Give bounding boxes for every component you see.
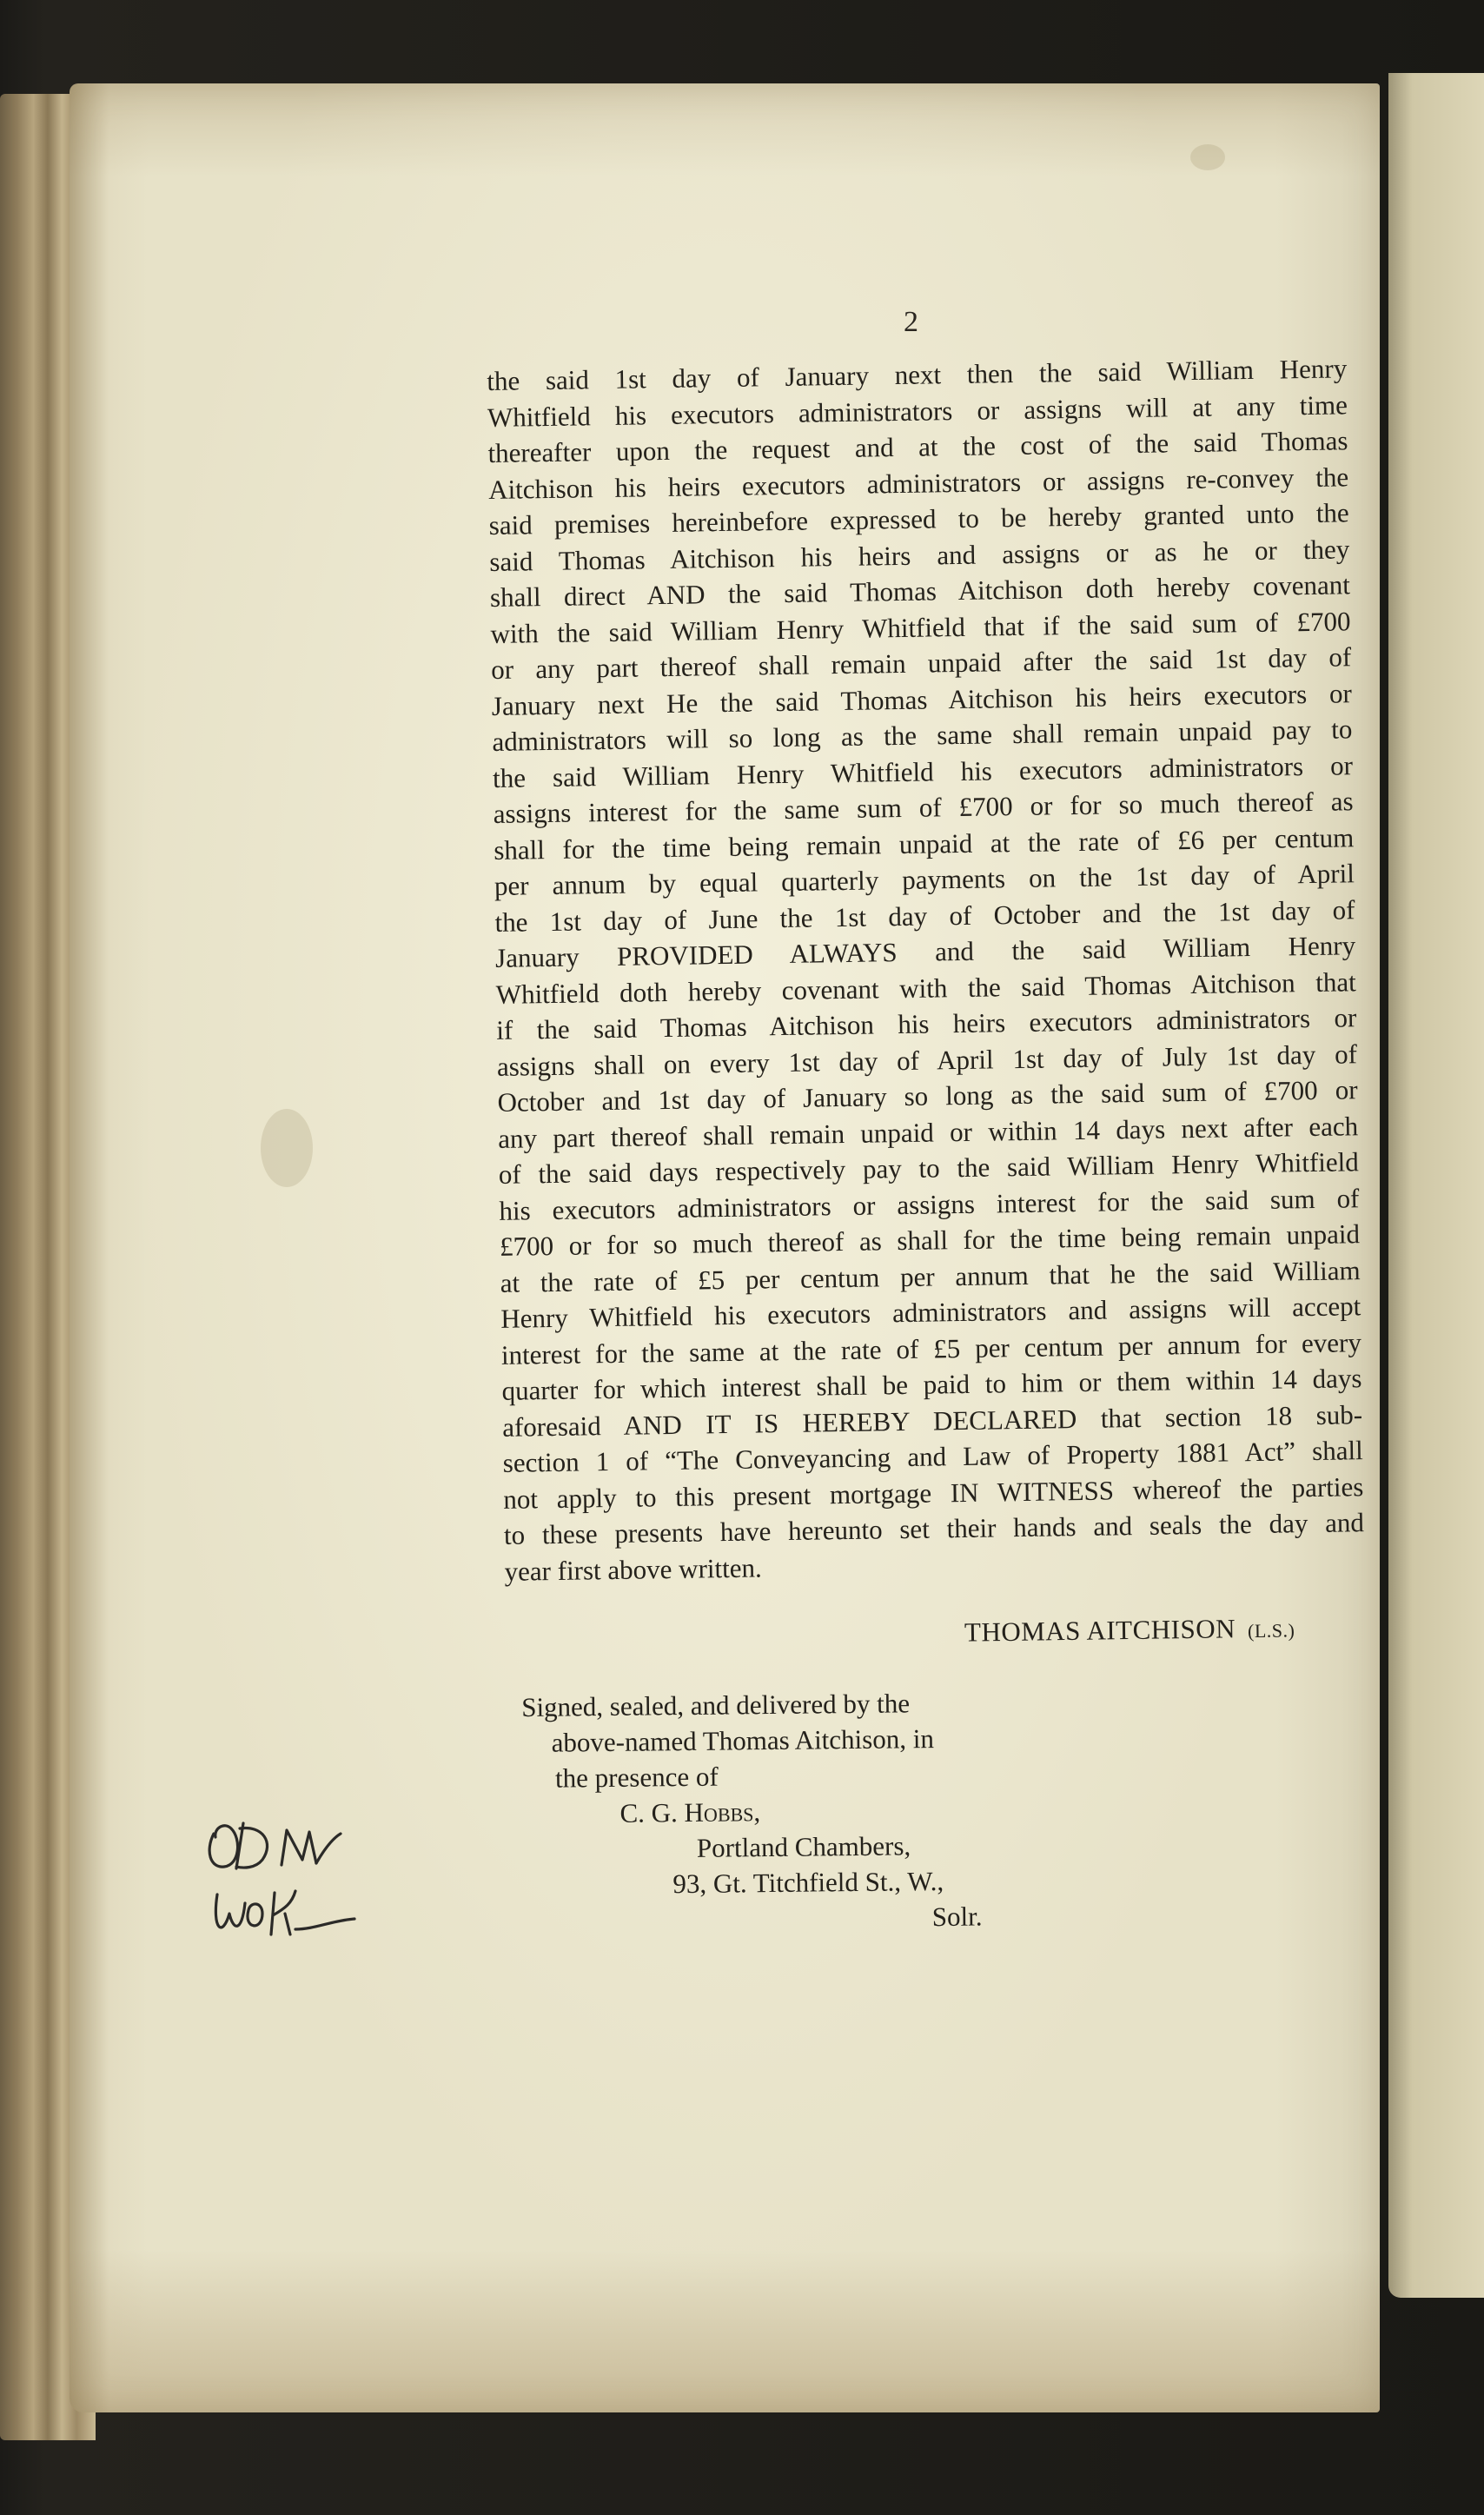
witness-name: C. G. Hobbs,	[619, 1796, 761, 1828]
body-text-line: interest for the same at the rate of £5 per centum per annum for every	[500, 1326, 1362, 1370]
page-number: 2	[904, 306, 918, 338]
page-stain	[261, 1109, 313, 1187]
body-text-line: or any part thereof shall remain unpaid after the said 1st day of	[490, 641, 1352, 685]
body-text-line: the said William Henry Whitfield his executors administrators or	[492, 749, 1354, 793]
body-text-line: if the said Thomas Aitchison his heirs executors administrators or	[496, 1002, 1357, 1045]
body-text-line: his executors administrators or assigns interest for the said sum of	[499, 1182, 1360, 1226]
attestation-clause	[521, 1684, 983, 1939]
signatory-block	[964, 1612, 1295, 1648]
body-text-line: per annum by equal quarterly payments on the 1st day of April	[494, 858, 1355, 901]
attestation-line: the presence of	[554, 1761, 719, 1794]
body-text-line: said premises hereinbefore expressed to be hereby granted unto the	[488, 497, 1349, 541]
seal-mark: (L.S.)	[1247, 1619, 1295, 1642]
body-text-line: £700 or for so much thereof as shall for the time being remain unpaid	[499, 1218, 1361, 1262]
body-text-line: section 1 of “The Conveyancing and Law of Property 1881 Act” shall	[502, 1435, 1363, 1478]
body-text-line: Aitchison his heirs executors administrators or assigns re-convey the	[487, 461, 1349, 505]
page-stain	[1190, 144, 1225, 170]
body-text-line: thereafter upon the request and at the cost of the said Thomas	[487, 425, 1348, 468]
body-text-line: January PROVIDED ALWAYS and the said William Henry	[494, 930, 1356, 973]
attestation-line: Signed, sealed, and delivered by the	[521, 1688, 911, 1722]
body-text-line: any part thereof shall remain unpaid or within 14 days next after each	[497, 1110, 1359, 1154]
body-text-line: to these presents have hereunto set their hands and seals the day and	[503, 1507, 1365, 1550]
body-text-line: Whitfield his executors administrators or assigns will at any time	[487, 388, 1348, 433]
witness-address: Portland Chambers,	[696, 1830, 911, 1863]
body-text-line: quarter for which interest shall be paid to him or them within 14 days	[501, 1363, 1362, 1406]
body-text-line: administrators will so long as the same shall remain unpaid pay to	[492, 713, 1353, 757]
body-text-line: October and 1st day of January so long as the said sum of £700 or	[497, 1074, 1358, 1118]
body-text-line: not apply to this present mortgage IN WITNESS whereof the parties	[503, 1470, 1364, 1515]
signatory-name: THOMAS AITCHISON	[964, 1613, 1236, 1648]
handwritten-initials-image	[202, 1799, 367, 1955]
attestation-line: above-named Thomas Aitchison, in	[551, 1723, 935, 1758]
body-text-line: the said 1st day of January next then the said William Henry	[487, 353, 1348, 396]
body-text-line: shall for the time being remain unpaid at the rate of £6 per centum	[494, 821, 1355, 866]
next-page-edge	[1388, 73, 1484, 2298]
body-text-line: the 1st day of June the 1st day of October and the 1st day of	[494, 893, 1355, 938]
body-text-line: at the rate of £5 per centum per annum that he the said William	[500, 1254, 1361, 1298]
body-text-line: shall direct AND the said Thomas Aitchison doth hereby covenant	[489, 569, 1351, 613]
body-text-line: aforesaid AND IT IS HEREBY DECLARED that section 18 sub-	[501, 1398, 1363, 1443]
body-text-line: Henry Whitfield his executors administrators and assigns will accept	[500, 1291, 1361, 1334]
body-text-line: with the said William Henry Whitfield that if the said sum of £700	[490, 605, 1351, 649]
deed-body-text	[487, 350, 1365, 1589]
body-text-line: Whitfield doth hereby covenant with the said Thomas Aitchison that	[495, 966, 1356, 1010]
body-text-line: assigns interest for the same sum of £700 or for so much thereof as	[493, 786, 1354, 829]
body-text-line: assigns shall on every 1st day of April 1st day of July 1st day of	[496, 1038, 1358, 1082]
witness-address: 93, Gt. Titchfield St., W.,	[672, 1865, 944, 1900]
body-text-line: January next He the said Thomas Aitchison his heirs executors or	[491, 677, 1352, 721]
body-text-line: of the said days respectively pay to the said William Henry Whitfield	[498, 1146, 1359, 1190]
body-text-line: said Thomas Aitchison his heirs and assigns or as he or they	[489, 533, 1350, 577]
witness-role: Solr.	[931, 1901, 983, 1933]
body-text-line: year first above written.	[504, 1551, 762, 1587]
